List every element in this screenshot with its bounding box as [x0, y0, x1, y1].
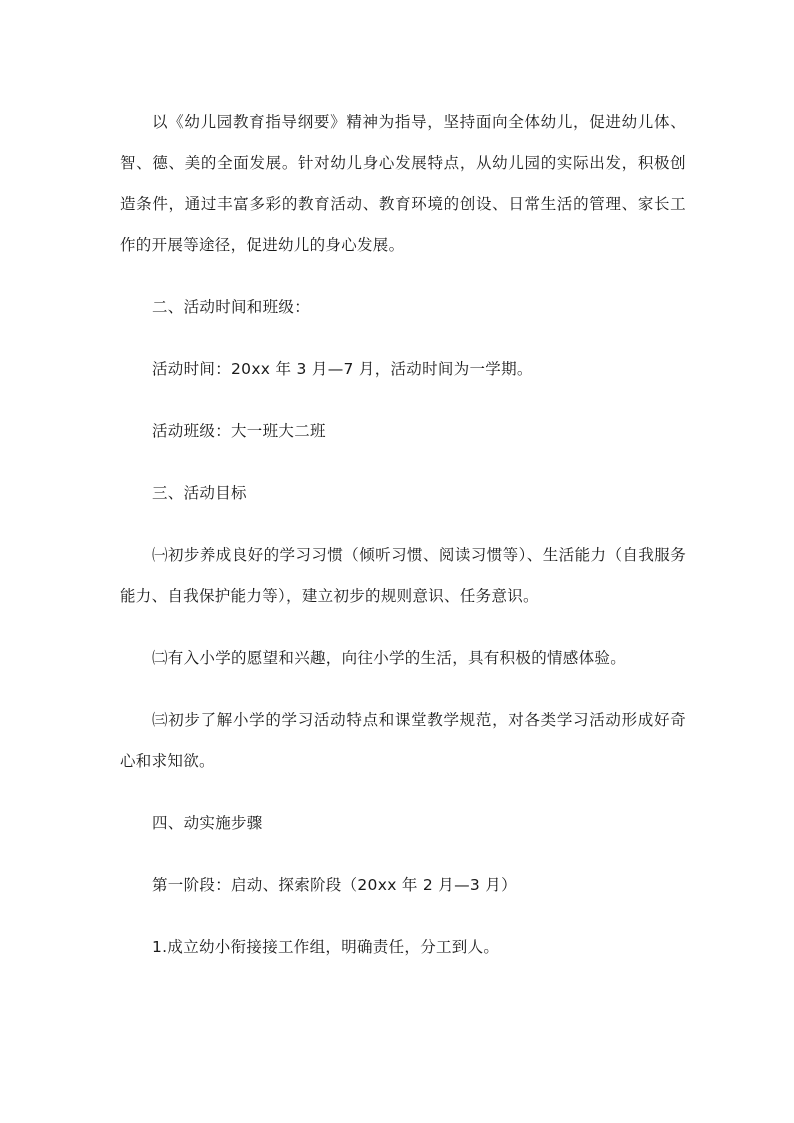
goal-item-3: ㈢初步了解小学的学习活动特点和课堂教学规范，对各类学习活动形成好奇心和求知欲。: [120, 711, 686, 770]
goal-item-2: ㈡有入小学的愿望和兴趣，向往小学的生活，具有积极的情感体验。: [152, 649, 627, 667]
activity-class-paragraph: 活动班级：大一班大二班: [152, 422, 326, 440]
phase-one-step-1: 1.成立幼小衔接接工作组，明确责任，分工到人。: [152, 938, 500, 956]
goal-item-1: ㈠初步养成良好的学习习惯（倾听习惯、阅读习惯等）、生活能力（自我服务能力、自我保护能力等），建立初步的规则意识、任务意识。: [120, 546, 686, 605]
section-heading-time-and-class: 二、活动时间和班级：: [152, 298, 311, 316]
activity-time-paragraph: 活动时间：20xx 年 3 月—7 月，活动时间为一学期。: [152, 360, 533, 378]
section-heading-steps: 四、动实施步骤: [152, 814, 263, 832]
section-heading-goals: 三、活动目标: [152, 484, 247, 502]
guiding-principle-paragraph: 以《幼儿园教育指导纲要》精神为指导，坚持面向全体幼儿，促进幼儿体、智、德、美的全面发展。针对幼儿身心发展特点，从幼儿园的实际出发，积极创造条件，通过丰富多彩的教育活动、教育环境的创设、日常生活的管理、家长工作的开展等途径，促进幼儿的身心发展。: [120, 113, 686, 254]
document-body: [120, 102, 686, 968]
phase-one-heading: 第一阶段：启动、探索阶段（20xx 年 2 月—3 月）: [152, 876, 517, 894]
